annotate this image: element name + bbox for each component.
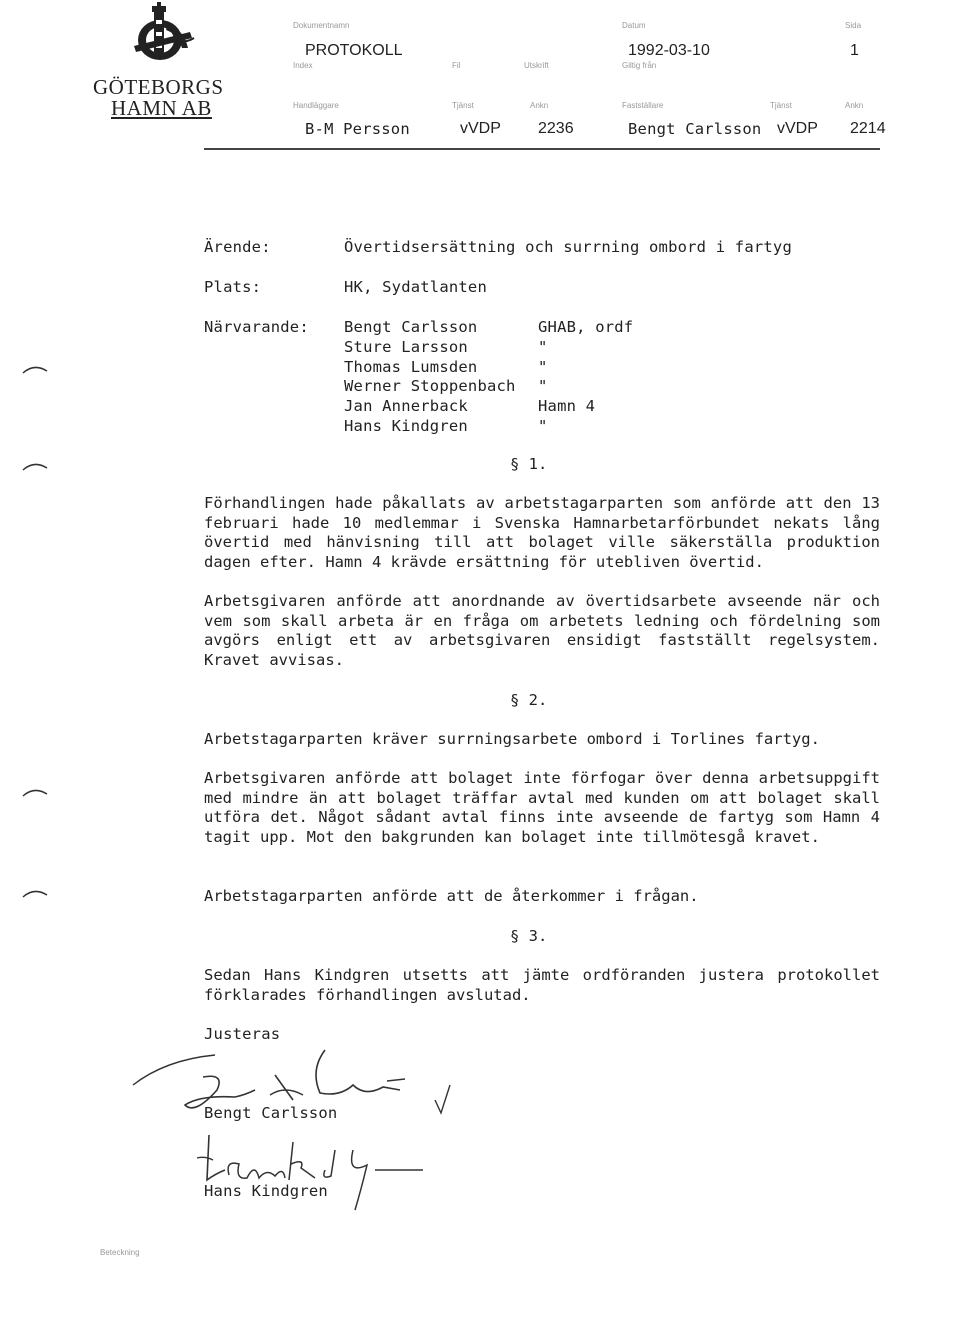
attendee-name: Hans Kindgren — [344, 417, 468, 435]
section-heading: § 1. — [510, 455, 548, 473]
label-unit: Tjänst — [452, 101, 474, 110]
label-valid: Giltig från — [622, 61, 657, 70]
label-approved: Fastställare — [622, 101, 664, 110]
arende-label: Ärende: — [204, 238, 271, 256]
label-index: Index — [293, 61, 313, 70]
document-type: PROTOKOLL — [305, 42, 403, 59]
margin-mark — [22, 462, 48, 472]
margin-mark — [22, 788, 48, 798]
margin-mark — [22, 889, 48, 899]
signature-hans-kindgren-handwriting — [195, 1130, 435, 1215]
attendee-org: " — [538, 358, 548, 376]
company-logo — [118, 2, 218, 66]
margin-mark — [22, 365, 48, 375]
handler-phone: 2236 — [538, 120, 574, 137]
document-date: 1992-03-10 — [628, 42, 710, 59]
attendee-name: Bengt Carlsson — [344, 318, 478, 336]
attendee-org: Hamn 4 — [538, 397, 596, 415]
approver-phone: 2214 — [850, 120, 886, 137]
attendee-name: Sture Larsson — [344, 338, 468, 356]
attendee-org: " — [538, 377, 548, 395]
approver-unit: vVDP — [777, 120, 818, 137]
label-phone: Ankn — [530, 101, 549, 110]
handler-unit: vVDP — [460, 120, 501, 137]
approver-name: Bengt Carlsson — [628, 120, 762, 138]
header-divider — [204, 148, 880, 150]
paragraph: Sedan Hans Kindgren utsetts att jämte ordföranden justera protokollet förklarades förhandlingen avslutad. — [204, 966, 880, 1004]
paragraph: Förhandlingen hade påkallats av arbetstagarparten som anförde att den 13 februari hade 10 medlemmar i Svenska Hamnarbetarförbundet nekats lång övertid med hänvisning till att bolaget ville säkerställa produktion dagen efter. Hamn 4 krävde ersättning för utebliven övertid. — [204, 494, 880, 571]
company-name-line2: HAMN AB — [111, 96, 212, 120]
attendee-org: " — [538, 338, 548, 356]
label-file: Fil — [452, 61, 461, 70]
footer-label: Beteckning — [100, 1248, 140, 1257]
lighthouse-logo-icon — [118, 2, 218, 66]
arende-value: Övertidsersättning och surrning ombord i fartyg — [344, 238, 792, 256]
label-phone2: Ankn — [845, 101, 864, 110]
signer2-name: Hans Kindgren — [204, 1182, 328, 1200]
paragraph: Arbetsgivaren anförde att anordnande av övertidsarbete avseende när och vem som skall arbeta är en fråga om arbetets ledning och fördelning som avgörs enligt ett av arbetsgivaren ensidigt fastställt regelsystem. Kravet avvisas. — [204, 592, 880, 669]
plats-value: HK, Sydatlanten — [344, 278, 487, 296]
paragraph: Arbetsgivaren anförde att bolaget inte förfogar över denna arbetsuppgift med mindre än att bolaget träffar avtal med kunden om att bolaget skall utföra det. Något sådant avtal finns inte avseende de fartyg som Hamn 4 tagit upp. Mot den bakgrunden kan bolaget inte tillmötesgå kravet. — [204, 769, 880, 846]
handler-name: B-M Persson — [305, 120, 410, 138]
attendee-org: " — [538, 417, 548, 435]
label-page: Sida — [845, 21, 862, 30]
attendee-name: Werner Stoppenbach — [344, 377, 516, 395]
attendee-org: GHAB, ordf — [538, 318, 634, 336]
page-number: 1 — [850, 42, 859, 59]
company-name-line1: GÖTEBORGS — [93, 75, 224, 99]
label-date: Datum — [622, 21, 646, 30]
attendee-name: Jan Annerback — [344, 397, 468, 415]
plats-label: Plats: — [204, 278, 262, 296]
narvarande-label: Närvarande: — [204, 318, 309, 336]
attendee-name: Thomas Lumsden — [344, 358, 478, 376]
label-unit2: Tjänst — [770, 101, 792, 110]
section-heading: § 3. — [510, 927, 548, 945]
label-issued: Utskrift — [524, 61, 549, 70]
paragraph: Arbetstagarparten kräver surrningsarbete ombord i Torlines fartyg. — [204, 730, 820, 748]
signer1-name: Bengt Carlsson — [204, 1104, 338, 1122]
section-heading: § 2. — [510, 691, 548, 709]
label-document-type: Dokumentnamn — [293, 21, 350, 30]
justeras-label: Justeras — [204, 1025, 281, 1043]
label-handler: Handläggare — [293, 101, 339, 110]
paragraph: Arbetstagarparten anförde att de återkommer i frågan. — [204, 887, 699, 905]
